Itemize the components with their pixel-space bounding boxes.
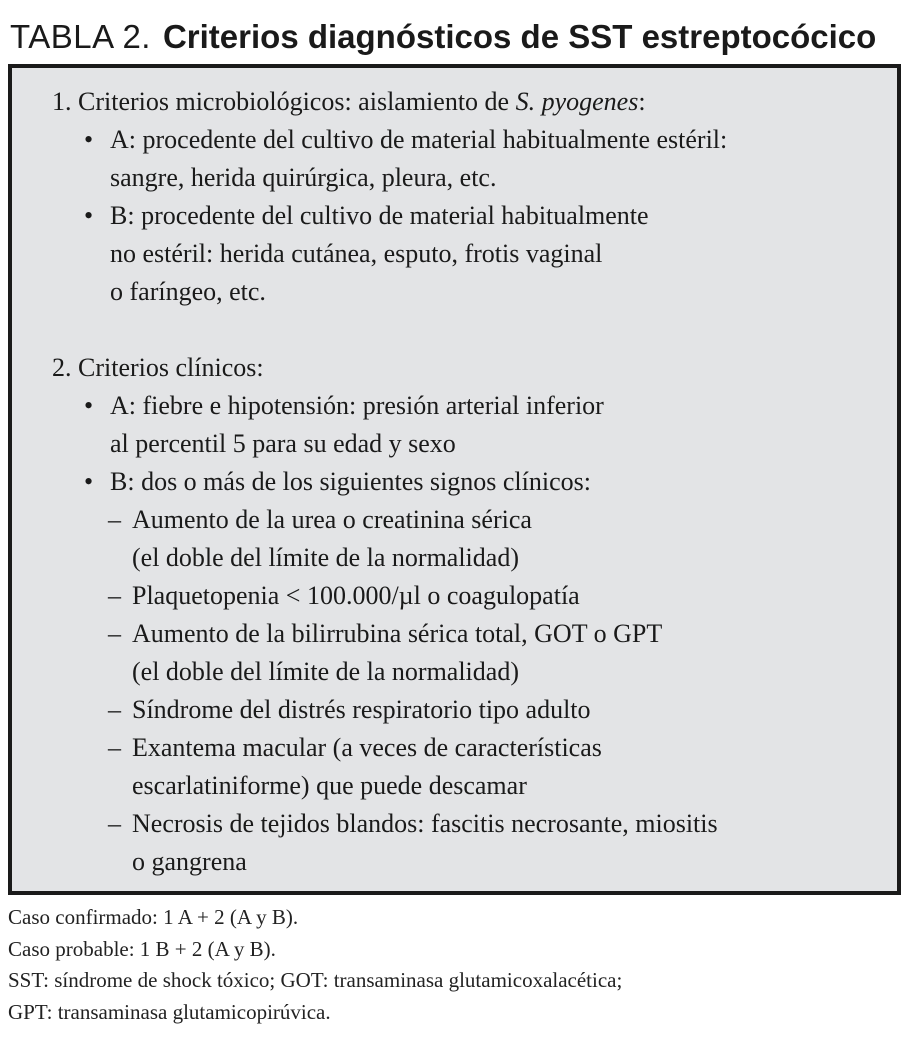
dash-icon: – (108, 581, 121, 610)
dash-icon: – (108, 695, 121, 724)
sign-item: – Aumento de la urea o creatinina sérica (132, 502, 532, 538)
sign-item-continuation: (el doble del límite de la normalidad) (132, 543, 519, 572)
dash-icon: – (108, 809, 121, 838)
dash-icon: – (108, 505, 121, 534)
list-item-continuation: al percentil 5 para su edad y sexo (110, 429, 456, 458)
list-item-continuation: no estéril: herida cutánea, esputo, frotis vaginal (110, 239, 603, 268)
table-label: TABLA 2. (10, 18, 151, 55)
sign-item: – Plaquetopenia < 100.000/µl o coagulopatía (132, 578, 580, 614)
list-item: • A: fiebre e hipotensión: presión arterial inferior (110, 388, 604, 424)
bullet-icon: • (84, 125, 94, 154)
dash-icon: – (108, 733, 121, 762)
dash-icon: – (108, 619, 121, 648)
sign-item: – Síndrome del distrés respiratorio tipo adulto (132, 692, 591, 728)
section1-heading: 1. Criterios microbiológicos: aislamiento de S. pyogenes: (52, 87, 646, 116)
footnote: GPT: transaminasa glutamicopirúvica. (8, 999, 331, 1024)
criteria-box (8, 68, 901, 895)
sign-item-continuation: (el doble del límite de la normalidad) (132, 657, 519, 686)
sign-item: – Necrosis de tejidos blandos: fascitis necrosante, miositis (132, 806, 718, 842)
bullet-icon: • (84, 467, 94, 496)
table-title-text: Criterios diagnósticos de SST estreptocócico (162, 18, 877, 55)
section2-heading: 2. Criterios clínicos: (52, 353, 264, 382)
list-item: • B: dos o más de los siguientes signos clínicos: (110, 464, 591, 500)
sign-item: – Exantema macular (a veces de características (132, 730, 602, 766)
footnote: Caso probable: 1 B + 2 (A y B). (8, 936, 276, 961)
bullet-icon: • (84, 391, 94, 420)
species-name: S. pyogenes (515, 87, 639, 116)
table-title (10, 14, 890, 61)
list-item: • B: procedente del cultivo de material habitualmente (110, 198, 649, 234)
sign-item-continuation: o gangrena (132, 847, 247, 876)
footnote: SST: síndrome de shock tóxico; GOT: transaminasa glutamicoxalacética; (8, 968, 623, 992)
list-item: • A: procedente del cultivo de material habitualmente estéril: (110, 122, 727, 158)
footnote: Caso confirmado: 1 A + 2 (A y B). (8, 905, 299, 929)
sign-item-continuation: escarlatiniforme) que puede descamar (132, 771, 527, 800)
footnotes (8, 902, 898, 1028)
sign-item: – Aumento de la bilirrubina sérica total, GOT o GPT (132, 616, 662, 652)
bullet-icon: • (84, 201, 94, 230)
list-item-continuation: sangre, herida quirúrgica, pleura, etc. (110, 163, 497, 192)
list-item-continuation: o faríngeo, etc. (110, 277, 266, 306)
